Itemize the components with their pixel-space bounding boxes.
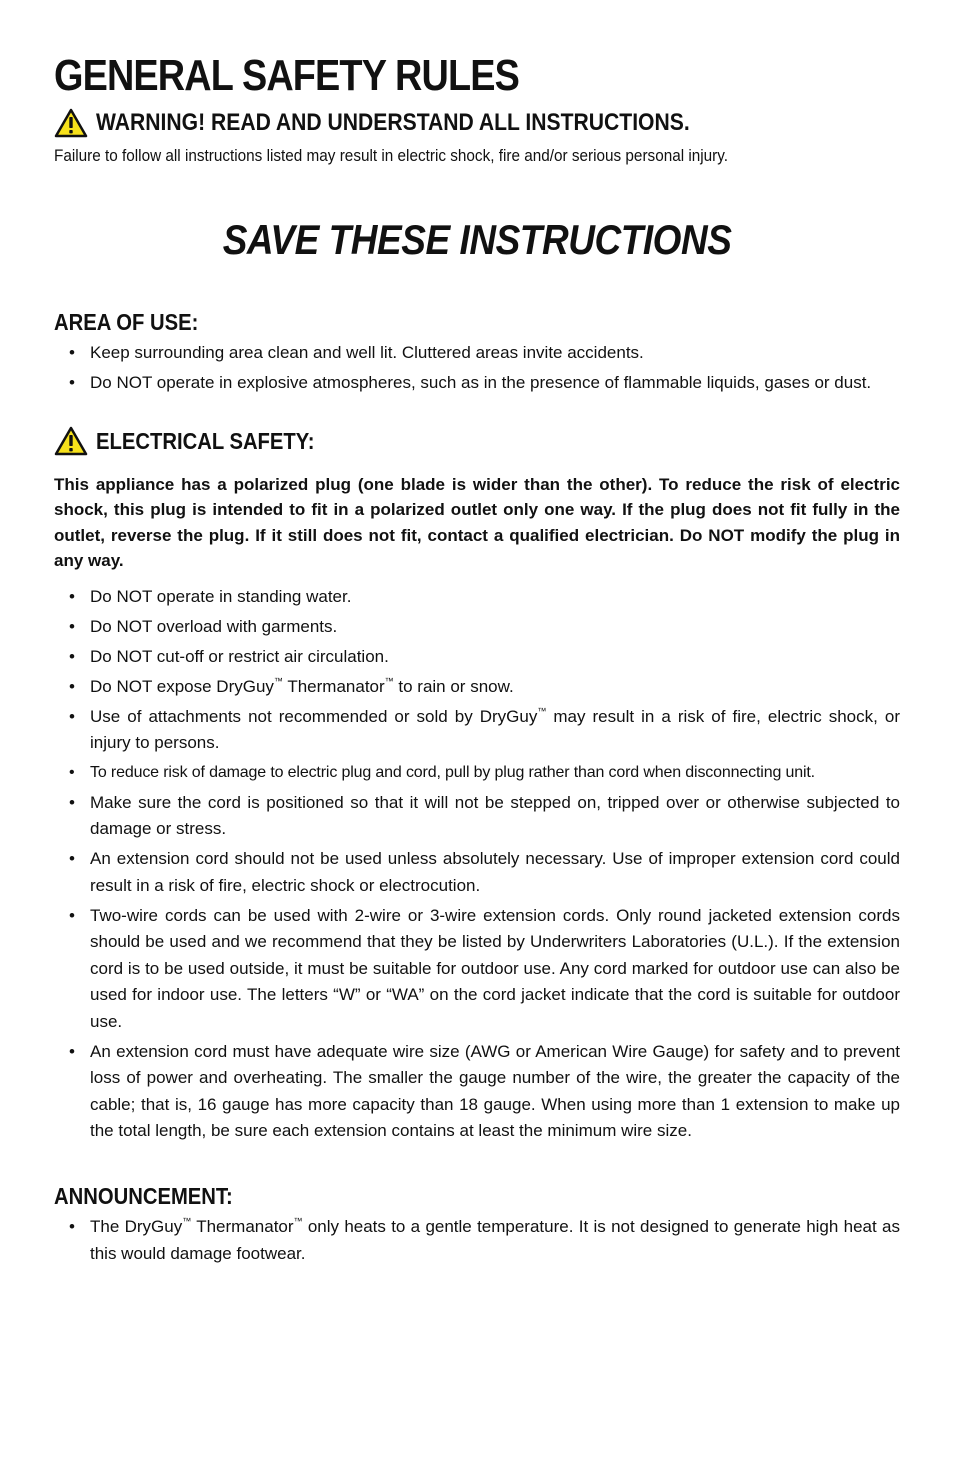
bullet-icon: • <box>69 343 75 362</box>
list-item: • An extension cord should not be used unless absolutely necessary. Use of improper extension cord could result in a risk of fire, electric shock or electrocution. <box>54 846 900 899</box>
list-item: • An extension cord must have adequate wire size (AWG or American Wire Gauge) for safety and to prevent loss of power and overheating. The smaller the gauge number of the wire, the greater the capacity of the cable; that is, 16 gauge has more capacity than 18 gauge. When using more than 1 extension to make up the total length, be sure each extension contains at least the minimum wire size. <box>54 1039 900 1145</box>
announcement-list <box>54 1214 900 1267</box>
announcement-heading: ANNOUNCEMENT: <box>54 1183 233 1209</box>
warning-triangle-icon <box>54 426 88 456</box>
save-instructions-title <box>54 214 900 266</box>
list-item: • To reduce risk of damage to electric plug and cord, pull by plug rather than cord when disconnecting unit. <box>54 760 900 787</box>
warning-row <box>54 108 771 138</box>
polarized-plug-paragraph: This appliance has a polarized plug (one blade is wider than the other). To reduce the risk of electric shock, this plug is intended to fit in a polarized outlet only one way. If the plug does not fit fully in the outlet, reverse the plug. If it still does not fit, contact a qualified electrician. Do NOT modify the plug in any way. <box>54 475 900 570</box>
list-item: • Make sure the cord is positioned so that it will not be stepped on, tripped over or otherwise subjected to damage or stress. <box>54 790 900 843</box>
electrical-safety-heading: ELECTRICAL SAFETY: <box>96 428 315 454</box>
list-item: • Do NOT cut-off or restrict air circulation. <box>54 644 900 671</box>
electrical-safety-heading-row <box>54 426 344 456</box>
bullet-icon: • <box>69 849 75 869</box>
list-item: • Do NOT overload with garments. <box>54 614 900 641</box>
list-item: • Do NOT operate in explosive atmospheres, such as in the presence of flammable liquids, gases or dust. <box>54 370 900 397</box>
bullet-icon: • <box>69 1041 75 1061</box>
electrical-safety-list <box>54 584 900 1148</box>
bullet-icon: • <box>69 616 75 636</box>
list-item: • Use of attachments not recommended or sold by DryGuy™ may result in a risk of fire, electric shock, or injury to persons. <box>69 705 900 753</box>
save-instructions-text: SAVE THESE INSTRUCTIONS <box>222 216 732 263</box>
bullet-icon: • <box>69 706 75 726</box>
bullet-icon: • <box>69 905 75 925</box>
bullet-icon: • <box>69 646 75 666</box>
warning-text: Failure to follow all instructions listed may result in electric shock, fire and/or serious personal injury. <box>54 146 729 165</box>
bullet-icon: • <box>69 763 75 781</box>
bullet-icon: • <box>69 792 75 812</box>
warning-triangle-icon <box>54 108 88 138</box>
area-of-use-heading: AREA OF USE: <box>54 309 199 335</box>
list-item: • The DryGuy™ Thermanator™ only heats to a gentle temperature. It is not designed to generate high heat as this would damage footwear. <box>69 1216 900 1263</box>
area-of-use-list <box>54 340 900 399</box>
list-item: • Do NOT expose DryGuy™ Thermanator™ to rain or snow. <box>54 674 900 701</box>
page-title: GENERAL SAFETY RULES <box>54 51 519 100</box>
warning-heading: WARNING! READ AND UNDERSTAND ALL INSTRUCTIONS. <box>96 109 690 136</box>
bullet-icon: • <box>69 372 75 392</box>
bullet-icon: • <box>69 1217 75 1236</box>
list-item: • Do NOT operate in standing water. <box>54 584 900 611</box>
bullet-icon: • <box>69 587 75 606</box>
bullet-icon: • <box>69 676 75 696</box>
list-item: • Two-wire cords can be used with 2-wire or 3-wire extension cords. Only round jacketed extension cords should be used and we recommend that they be listed by Underwriters Laboratories (U.L.). If the extension cord is to be used outside, it must be suitable for outdoor use. Any cord marked for outdoor use can also be used for indoor use. The letters “W” or “WA” on the cord jacket indicate that the cord is suitable for outdoor use. <box>54 903 900 1036</box>
list-item: • Keep surrounding area clean and well lit. Cluttered areas invite accidents. <box>54 340 900 367</box>
